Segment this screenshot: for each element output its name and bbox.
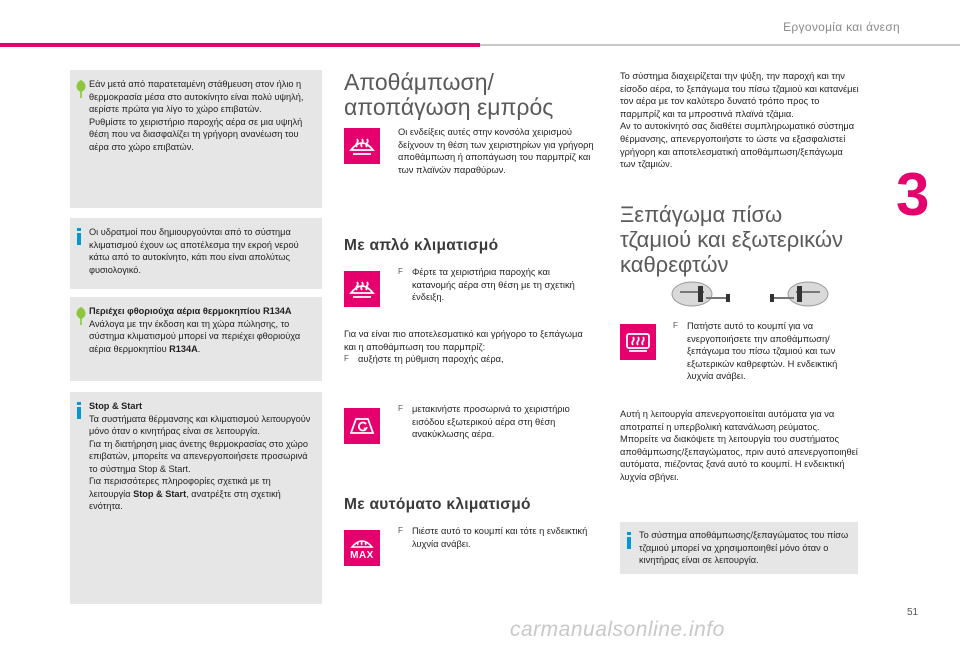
rear-demist-heading-line1: Ξεπάγωμα πίσω <box>620 202 783 227</box>
watermark: carmanualsonline.info <box>510 618 725 641</box>
eco-note-gas-code: R134A <box>169 343 198 354</box>
front-demist-icon <box>344 128 380 164</box>
manual-ac-heading: Με απλό κλιματισμό <box>344 237 499 254</box>
eco-note-text: Εάν μετά από παρατεταμένη στάθμευση στον ήλιο η θερμοκρασία μέσα στο αυτοκίνητο είναι πολύ υψηλή, αερίστε πρώτα για λίγο το χώρο επιβατών. Ρυθμίστε το χειριστήριο παροχής αέρα σε μια υψηλή θέση που να διασφαλίζει τη γρήγορη ανανέωση του αέρα στο χώρο επιβατών. <box>89 79 304 152</box>
info-note-rear-demist <box>620 522 858 574</box>
max-label: MAX <box>350 550 374 561</box>
rear-auto-off <box>620 408 860 484</box>
info-icon <box>74 401 84 425</box>
manual-tips-intro: Για να είναι πιο αποτελεσματικό και γρήγορο το ξεπάγωμα και η αποθάμπωση του παρμπρίζ: <box>344 329 583 352</box>
header-accent-bar <box>0 43 480 47</box>
manual-step-3-text: μετακινήστε προσωρινά το χειριστήριο εισόδου εξωτερικού αέρα στη θέση ανακύκλωσης αέρα. <box>412 404 570 440</box>
info-note-stop-start <box>70 392 322 604</box>
rear-demist-heading-line3: καθρεφτών <box>620 252 729 277</box>
manual-tips <box>344 328 594 366</box>
manual-step-2-text: αυξήστε τη ρύθμιση παροχής αέρα, <box>358 354 504 365</box>
info-note-end: , ανατρέξτε στη σχετική ενότητα. <box>89 488 281 511</box>
eco-note-title: Περιέχει φθοριούχα αέρια θερμοκηπίου R134A <box>89 306 292 316</box>
info-note-body: Τα συστήματα θέρμανσης και κλιματισμού λειτουργούν μόνο όταν ο κινητήρας είναι σε λειτουργία. Για τη διατήρηση μιας άνετης θερμοκρασίας στο χώρο επιβατών, μπορείτε να απενεργοποιήσετε προσωρινά το σύστημα Stop & Start. Για περισσότερες πληροφορίες σχετικά με τη λειτουργία <box>89 413 311 499</box>
max-demist-button-icon <box>344 530 380 566</box>
eco-leaf-icon <box>74 79 88 103</box>
rear-note-text: Το σύστημα αποθάμπωσης/ξεπαγώματος του πίσω τζαμιού μπορεί να χρησιμοποιηθεί μόνο όταν ο κινητήρας είναι σε λειτουργία. <box>639 530 849 565</box>
manual-step-1 <box>398 266 588 304</box>
heated-mirrors-icon <box>670 280 830 313</box>
auto-ac-heading: Με αυτόματο κλιματισμό <box>344 496 531 513</box>
section-title: Εργονομία και άνεση <box>783 20 900 34</box>
bullet-arrow-icon: F <box>344 354 349 364</box>
front-demist-heading <box>344 70 553 120</box>
auto-step-text: Πιέστε αυτό το κουμπί και τότε η ενδεικτική λυχνία ανάβει. <box>412 526 588 549</box>
manual-step-3 <box>398 403 588 441</box>
front-demist-heading-line1: Αποθάμπωση/ <box>344 69 494 95</box>
eco-note-body: Ανάλογα με την έκδοση και τη χώρα πώλησης, το σύστημα κλιματισμού μπορεί να περιέχει φθοριούχα αέρια θερμοκηπίου <box>89 318 301 354</box>
auto-step <box>398 525 588 550</box>
rear-screen-heater-icon <box>620 324 656 360</box>
eco-note-end: . <box>197 343 201 354</box>
eco-leaf-icon <box>74 306 88 330</box>
rear-intro-text: Το σύστημα διαχειρίζεται την ψύξη, την παροχή και την είσοδο αέρα, το ξεπάγωμα του πίσω τζαμιού και κατανέμει τον αέρα με τον καλύτερο δυνατό τρόπο προς το παρμπρίζ και τα μπροστινά πλαϊνά τζάμια. Αν το αυτοκίνητό σας διαθέτει συμπληρωματικό σύστημα θέρμανσης, απενεργοποιήστε το ώστε να εξασφαλιστεί γρήγορη και αποτελεσματική αποθάμπωση/ξεπάγωμα των τζαμιών. <box>620 71 859 170</box>
info-note-title: Stop & Start <box>89 401 143 411</box>
eco-note-ventilation <box>70 70 322 208</box>
recirculation-icon <box>344 408 380 444</box>
info-icon <box>74 227 84 251</box>
front-demist-manual-icon <box>344 271 380 307</box>
bullet-arrow-icon: F <box>398 267 403 276</box>
manual-step-1-text: Φέρτε τα χειριστήρια παροχής και κατανομής αέρα στη θέση με τη σχετική ένδειξη. <box>412 267 575 303</box>
page-number: 51 <box>907 607 919 618</box>
info-note-stop-start-term: Stop & Start <box>133 488 187 499</box>
chapter-number: 3 <box>896 161 930 228</box>
front-demist-intro: Οι ενδείξεις αυτές στην κονσόλα χειρισμού δείχνουν τη θέση των χειριστηρίων για γρήγορη αποθάμπωση ή αποπάγωση του παρμπρίζ και των πλαϊνών παραθύρων. <box>398 127 594 175</box>
rear-demist-heading-line2: τζαμιού και εξωτερικών <box>620 227 844 252</box>
rear-demist-heading <box>620 202 843 277</box>
info-note-condensation <box>70 218 322 289</box>
rear-step-text: Πατήστε αυτό το κουμπί για να ενεργοποιήσετε την αποθάμπωση/ξεπάγωμα του πίσω τζαμιού και των εξωτερικών καθρεφτών. Η ενδεικτική λυχνία ανάβει. <box>687 321 838 382</box>
eco-note-r134a <box>70 297 322 381</box>
front-demist-heading-line2: αποπάγωση εμπρός <box>344 94 554 120</box>
rear-auto-off-text: Αυτή η λειτουργία απενεργοποιείται αυτόματα για να αποτραπεί η υπερβολική κατανάλωση ρεύματος. Μπορείτε να διακόψετε τη λειτουργία του συστήματος αποθάμπωσης/ξεπαγώματος, πριν αυτό απενεργοποιηθεί αυτόματα, πιέζοντας ξανά αυτό το κουμπί. Η ενδεικτική λυχνία σβήνει. <box>620 409 858 482</box>
header-rule <box>480 44 960 46</box>
rear-step <box>673 320 863 383</box>
info-icon <box>624 531 634 555</box>
bullet-arrow-icon: F <box>673 321 678 330</box>
rear-intro <box>620 70 860 171</box>
info-note-text: Οι υδρατμοί που δημιουργούνται από το σύστημα κλιματισμού έχουν ως αποτέλεσμα την εκροή νερού κάτω από το αυτοκίνητο, κάτι που είναι απολύτως φυσιολογικό. <box>89 227 299 275</box>
bullet-arrow-icon: F <box>398 526 403 535</box>
bullet-arrow-icon: F <box>398 404 403 413</box>
